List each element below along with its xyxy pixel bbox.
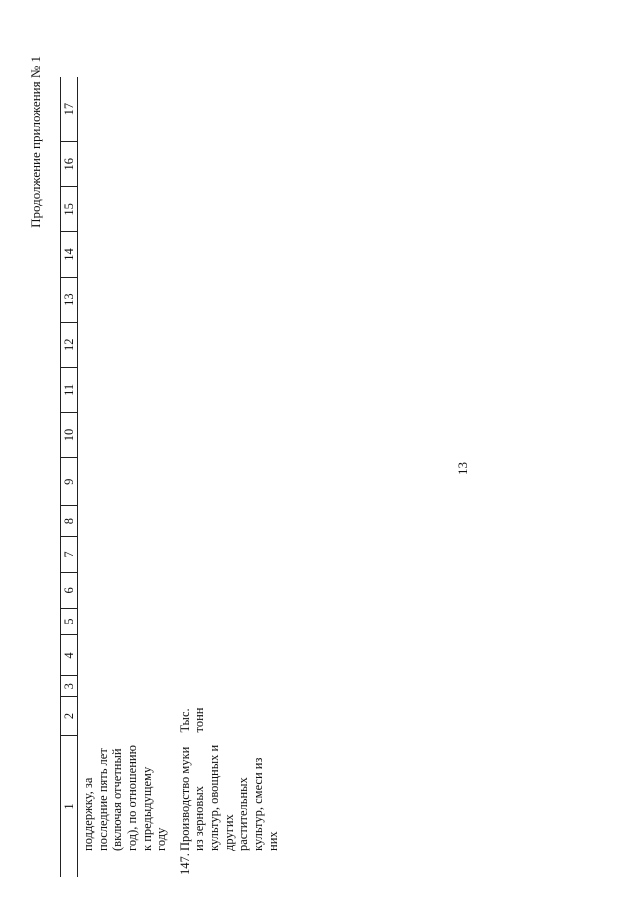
value-cell <box>78 458 175 506</box>
value-cell <box>286 506 310 537</box>
col-header: 7 <box>61 537 78 573</box>
table-body <box>78 77 310 877</box>
value-cell <box>175 367 286 412</box>
row-label-cell <box>78 735 175 877</box>
value-cell <box>175 322 286 367</box>
value-cell <box>78 322 175 367</box>
empty-cell <box>286 537 310 573</box>
value-cell <box>286 458 310 506</box>
unit-cell <box>286 697 310 736</box>
value-cell <box>175 187 286 232</box>
col-header: 4 <box>61 635 78 676</box>
value-cell <box>286 322 310 367</box>
col-header: 13 <box>61 277 78 322</box>
unit-cell: Тыс. тонн <box>177 707 207 733</box>
empty-cell <box>78 572 175 608</box>
empty-cell <box>286 572 310 608</box>
value-cell <box>175 458 286 506</box>
col-header: 16 <box>61 142 78 187</box>
row-text: поддержку, за последние пять лет (включая отчетный год), по отношению к предыдущему году <box>81 745 169 851</box>
value-cell <box>78 232 175 277</box>
empty-cell <box>78 676 175 697</box>
empty-cell <box>175 608 286 635</box>
value-cell <box>78 412 175 457</box>
value-cell <box>78 367 175 412</box>
table-row <box>286 77 310 877</box>
value-cell <box>286 412 310 457</box>
value-cell <box>175 142 286 187</box>
data-table <box>60 77 310 877</box>
row-text: Производство муки из зерновых культур, овощных и других растительных культур, смеси из них <box>177 744 280 851</box>
empty-cell <box>286 608 310 635</box>
empty-cell <box>175 537 286 573</box>
value-cell <box>286 77 310 142</box>
col-header: 11 <box>61 367 78 412</box>
unit-cell <box>78 697 175 736</box>
header-row <box>61 77 78 877</box>
page-number: 13 <box>455 462 470 475</box>
col-header: 6 <box>61 572 78 608</box>
value-cell <box>78 187 175 232</box>
empty-cell <box>78 608 175 635</box>
empty-cell <box>78 537 175 573</box>
col-header: 12 <box>61 322 78 367</box>
value-cell <box>286 142 310 187</box>
col-header: 3 <box>61 676 78 697</box>
col-header: 14 <box>61 232 78 277</box>
empty-cell <box>175 676 286 697</box>
empty-cell <box>78 635 175 676</box>
empty-cell <box>286 635 310 676</box>
value-cell <box>286 367 310 412</box>
value-cell <box>175 77 286 142</box>
col-header: 8 <box>61 506 78 537</box>
col-header: 1 <box>61 735 78 877</box>
col-header: 17 <box>61 77 78 142</box>
value-cell <box>175 506 286 537</box>
row-label-cell <box>175 735 286 877</box>
value-cell <box>286 232 310 277</box>
col-header: 15 <box>61 187 78 232</box>
value-cell <box>78 277 175 322</box>
row-number: 147. <box>177 853 192 875</box>
value-cell <box>78 77 175 142</box>
value-cell <box>175 412 286 457</box>
table-row <box>78 77 175 877</box>
row-label-cell <box>286 735 310 877</box>
empty-cell <box>175 635 286 676</box>
value-cell <box>78 506 175 537</box>
value-cell <box>175 277 286 322</box>
value-cell <box>286 187 310 232</box>
col-header: 10 <box>61 412 78 457</box>
col-header: 9 <box>61 458 78 506</box>
col-header: 2 <box>61 697 78 736</box>
table-row <box>175 77 286 877</box>
value-cell <box>78 142 175 187</box>
value-cell <box>175 232 286 277</box>
value-cell <box>286 277 310 322</box>
continuation-note: Продолжение приложения № 1 <box>28 56 43 228</box>
col-header: 5 <box>61 608 78 635</box>
empty-cell <box>175 572 286 608</box>
empty-cell <box>286 676 310 697</box>
